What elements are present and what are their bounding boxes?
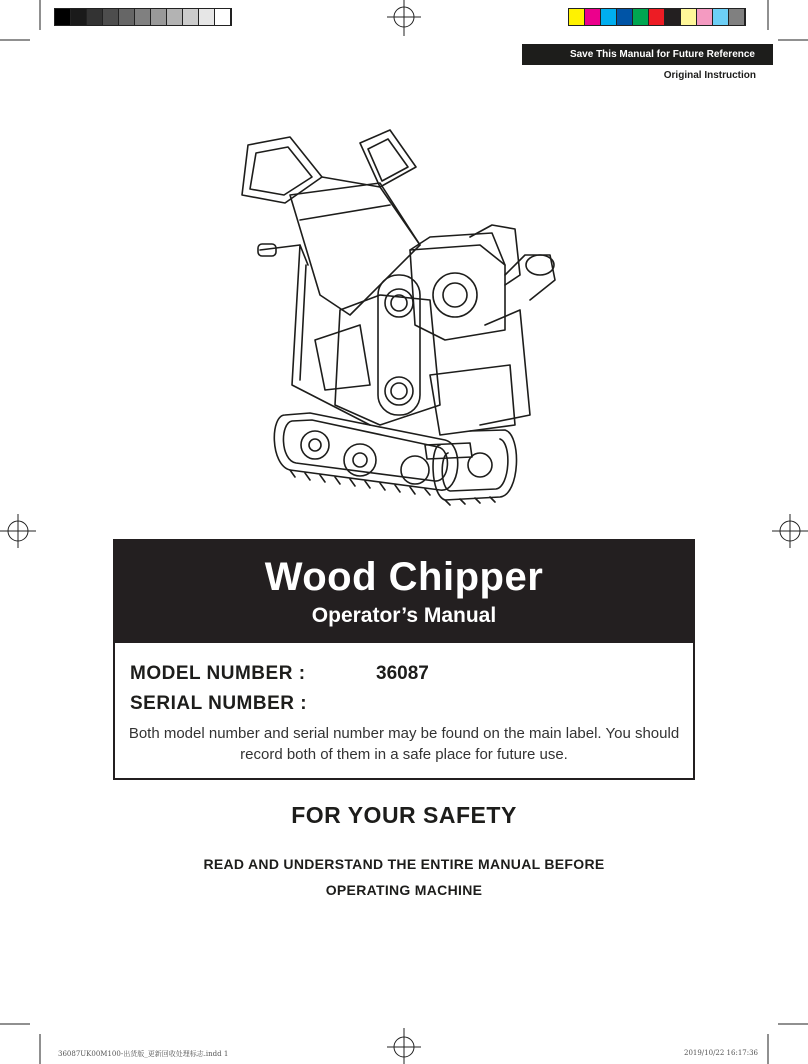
model-number-value: 36087 xyxy=(376,663,429,684)
gray-swatch xyxy=(71,9,87,25)
document-title: Wood Chipper xyxy=(264,555,544,599)
gray-swatch xyxy=(135,9,151,25)
safety-instruction xyxy=(0,851,808,903)
color-swatch xyxy=(729,9,745,25)
color-swatch xyxy=(617,9,633,25)
safety-heading: FOR YOUR SAFETY xyxy=(291,802,517,828)
gray-swatch xyxy=(199,9,215,25)
color-swatch xyxy=(585,9,601,25)
safety-instruction-line-1: READ AND UNDERSTAND THE ENTIRE MANUAL BEFORE xyxy=(203,856,605,872)
title-panel xyxy=(113,539,695,643)
color-swatch xyxy=(713,9,729,25)
safety-instruction-line-2: OPERATING MACHINE xyxy=(325,882,483,898)
gray-swatch xyxy=(167,9,183,25)
record-numbers-note: Both model number and serial number may be found on the main label. You should record both of them in a safe place for future use. xyxy=(128,725,680,763)
gray-swatch xyxy=(215,9,231,25)
color-swatch xyxy=(569,9,585,25)
serial-number-label: SERIAL NUMBER : xyxy=(130,693,308,714)
save-manual-banner: Save This Manual for Future Reference xyxy=(522,44,773,65)
model-number-label: MODEL NUMBER : xyxy=(130,663,306,684)
gray-swatch xyxy=(87,9,103,25)
original-instruction-label: Original Instruction xyxy=(663,70,756,81)
registration-mark-right-icon xyxy=(762,508,808,554)
gray-swatch xyxy=(55,9,71,25)
color-calibration-bar xyxy=(568,8,746,26)
color-swatch xyxy=(665,9,681,25)
gray-swatch xyxy=(183,9,199,25)
footer-timestamp: 2019/10/22 16:17:36 xyxy=(683,1049,758,1057)
gray-calibration-bar xyxy=(54,8,232,26)
registration-mark-top-icon xyxy=(381,0,427,46)
wood-chipper-illustration-icon xyxy=(230,125,570,510)
document-subtitle: Operator’s Manual xyxy=(311,604,497,627)
color-swatch xyxy=(649,9,665,25)
color-swatch xyxy=(681,9,697,25)
gray-swatch xyxy=(119,9,135,25)
footer-file-name: 36087UK00M100-出货版_更新回收处理标志.indd 1 xyxy=(58,1050,229,1058)
registration-mark-left-icon xyxy=(0,508,46,554)
color-swatch xyxy=(633,9,649,25)
gray-swatch xyxy=(151,9,167,25)
gray-swatch xyxy=(103,9,119,25)
color-swatch xyxy=(697,9,713,25)
registration-mark-bottom-icon xyxy=(381,1018,427,1064)
color-swatch xyxy=(601,9,617,25)
